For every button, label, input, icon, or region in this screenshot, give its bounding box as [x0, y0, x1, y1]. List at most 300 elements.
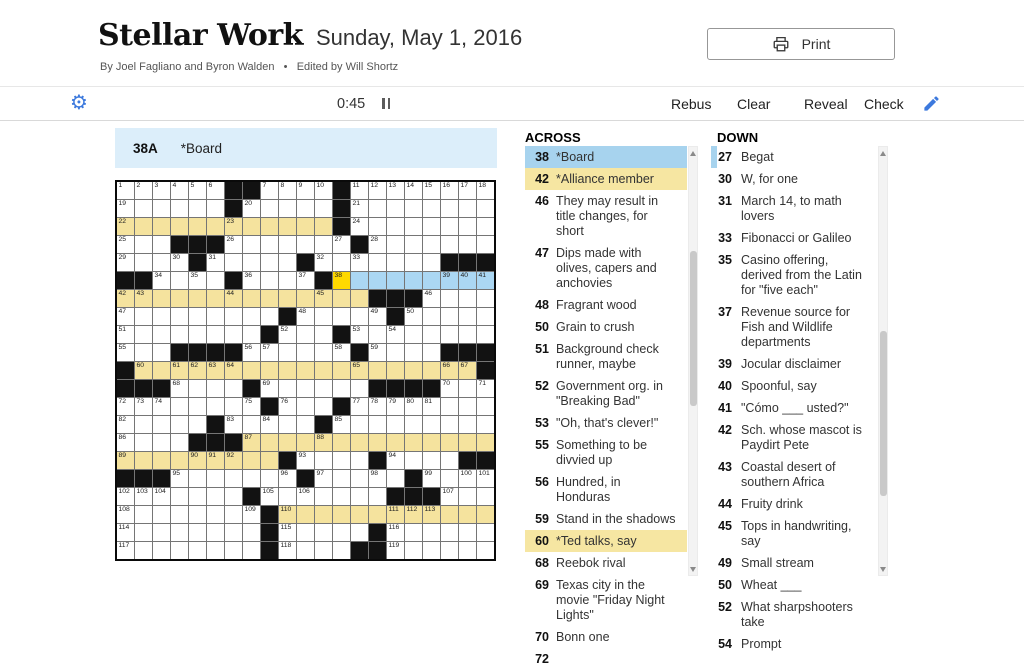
across-scrollbar[interactable] [688, 146, 698, 576]
grid-cell[interactable] [171, 308, 188, 325]
grid-cell[interactable] [243, 416, 260, 433]
check-button[interactable]: Check [864, 96, 904, 112]
grid-cell[interactable] [243, 344, 260, 361]
grid-cell[interactable] [153, 416, 170, 433]
grid-cell[interactable] [171, 416, 188, 433]
grid-cell[interactable] [333, 380, 350, 397]
grid-cell[interactable] [387, 542, 404, 559]
grid-cell[interactable] [117, 524, 134, 541]
grid-cell[interactable] [243, 362, 260, 379]
grid-cell[interactable] [315, 452, 332, 469]
grid-cell[interactable] [297, 524, 314, 541]
rebus-button[interactable]: Rebus [671, 96, 712, 112]
grid-cell[interactable] [387, 326, 404, 343]
grid-cell[interactable] [153, 344, 170, 361]
grid-cell[interactable] [243, 254, 260, 271]
across-clue-item-55[interactable] [525, 434, 687, 471]
grid-cell[interactable] [387, 398, 404, 415]
grid-cell[interactable] [207, 452, 224, 469]
grid-cell[interactable] [459, 542, 476, 559]
grid-cell[interactable] [261, 236, 278, 253]
grid-cell[interactable] [225, 236, 242, 253]
grid-cell[interactable] [297, 434, 314, 451]
grid-cell[interactable] [153, 308, 170, 325]
grid-cell[interactable] [189, 290, 206, 307]
pause-icon[interactable] [382, 98, 390, 109]
grid-cell[interactable] [333, 362, 350, 379]
grid-cell[interactable] [477, 488, 494, 505]
down-clue-item-49[interactable] [711, 552, 877, 574]
grid-cell[interactable] [297, 236, 314, 253]
grid-cell[interactable] [333, 452, 350, 469]
grid-cell[interactable] [117, 200, 134, 217]
grid-cell[interactable] [315, 218, 332, 235]
grid-cell[interactable] [261, 470, 278, 487]
grid-cell[interactable] [153, 362, 170, 379]
grid-cell[interactable] [369, 470, 386, 487]
grid-cell[interactable] [171, 272, 188, 289]
grid-cell[interactable] [441, 524, 458, 541]
grid-cell[interactable] [171, 398, 188, 415]
grid-cell[interactable] [243, 542, 260, 559]
grid-cell[interactable] [279, 218, 296, 235]
grid-cell[interactable] [405, 344, 422, 361]
down-clue-item-27[interactable] [711, 146, 877, 168]
grid-cell[interactable] [135, 308, 152, 325]
grid-cell[interactable] [405, 200, 422, 217]
across-clue-item-46[interactable] [525, 190, 687, 242]
grid-cell[interactable] [117, 488, 134, 505]
grid-cell[interactable] [315, 488, 332, 505]
grid-cell[interactable] [351, 182, 368, 199]
grid-cell[interactable] [225, 542, 242, 559]
grid-cell[interactable] [189, 452, 206, 469]
across-clue-list[interactable] [525, 146, 687, 666]
grid-cell[interactable] [171, 326, 188, 343]
grid-cell[interactable] [315, 470, 332, 487]
grid-cell[interactable] [351, 506, 368, 523]
grid-cell[interactable] [423, 290, 440, 307]
grid-cell[interactable] [225, 398, 242, 415]
down-clue-item-52[interactable] [711, 596, 877, 633]
grid-cell[interactable] [459, 200, 476, 217]
grid-cell[interactable] [405, 308, 422, 325]
pencil-icon[interactable] [922, 94, 941, 118]
grid-cell[interactable] [297, 308, 314, 325]
grid-cell[interactable] [387, 182, 404, 199]
grid-cell[interactable] [207, 272, 224, 289]
grid-cell[interactable] [351, 380, 368, 397]
grid-cell[interactable] [387, 506, 404, 523]
grid-cell[interactable] [441, 182, 458, 199]
grid-cell[interactable] [297, 218, 314, 235]
grid-cell[interactable] [297, 452, 314, 469]
grid-cell[interactable] [459, 380, 476, 397]
grid-cell[interactable] [135, 362, 152, 379]
grid-cell[interactable] [135, 398, 152, 415]
grid-cell[interactable] [387, 218, 404, 235]
grid-cell[interactable] [405, 272, 422, 289]
grid-cell[interactable] [423, 344, 440, 361]
grid-cell[interactable] [279, 272, 296, 289]
grid-cell[interactable] [477, 470, 494, 487]
grid-cell[interactable] [405, 362, 422, 379]
grid-cell[interactable] [189, 182, 206, 199]
grid-cell[interactable] [351, 524, 368, 541]
grid-cell[interactable] [171, 380, 188, 397]
grid-cell[interactable] [117, 254, 134, 271]
grid-cell[interactable] [441, 200, 458, 217]
grid-cell[interactable] [117, 308, 134, 325]
grid-cell[interactable] [189, 200, 206, 217]
grid-cell[interactable] [243, 290, 260, 307]
grid-cell[interactable] [189, 398, 206, 415]
grid-cell[interactable] [459, 416, 476, 433]
grid-cell[interactable] [441, 506, 458, 523]
grid-cell[interactable] [441, 452, 458, 469]
grid-cell[interactable] [477, 218, 494, 235]
grid-cell[interactable] [369, 362, 386, 379]
grid-cell[interactable] [477, 380, 494, 397]
grid-cell[interactable] [225, 488, 242, 505]
grid-cell[interactable] [333, 308, 350, 325]
down-clue-item-45[interactable] [711, 515, 877, 552]
grid-cell[interactable] [207, 488, 224, 505]
grid-cell[interactable] [261, 488, 278, 505]
grid-cell[interactable] [441, 488, 458, 505]
grid-cell[interactable] [153, 290, 170, 307]
grid-cell[interactable] [261, 290, 278, 307]
grid-cell[interactable] [405, 218, 422, 235]
down-scrollbar-thumb[interactable] [880, 331, 887, 496]
grid-cell[interactable] [369, 272, 386, 289]
grid-cell[interactable] [279, 380, 296, 397]
grid-cell[interactable] [171, 488, 188, 505]
grid-cell[interactable] [135, 506, 152, 523]
grid-cell[interactable] [189, 218, 206, 235]
grid-cell[interactable] [369, 434, 386, 451]
across-clue-item-69[interactable] [525, 574, 687, 626]
grid-cell[interactable] [189, 272, 206, 289]
grid-cell[interactable] [423, 470, 440, 487]
grid-cell[interactable] [369, 308, 386, 325]
grid-cell[interactable] [171, 506, 188, 523]
across-clue-item-70[interactable] [525, 626, 687, 648]
grid-cell[interactable] [405, 182, 422, 199]
grid-cell[interactable] [153, 488, 170, 505]
grid-cell[interactable] [135, 290, 152, 307]
grid-cell[interactable] [261, 218, 278, 235]
grid-cell[interactable] [207, 290, 224, 307]
grid-cell[interactable] [207, 200, 224, 217]
grid-cell[interactable] [225, 506, 242, 523]
grid-cell[interactable] [279, 416, 296, 433]
down-clue-item-35[interactable] [711, 249, 877, 301]
grid-cell[interactable] [135, 344, 152, 361]
grid-cell[interactable] [243, 398, 260, 415]
grid-cell[interactable] [351, 398, 368, 415]
grid-cell[interactable] [171, 452, 188, 469]
grid-cell[interactable] [261, 362, 278, 379]
across-clue-item-52[interactable] [525, 375, 687, 412]
across-clue-item-50[interactable] [525, 316, 687, 338]
grid-cell[interactable] [207, 542, 224, 559]
grid-cell[interactable] [279, 362, 296, 379]
grid-cell[interactable] [351, 200, 368, 217]
grid-cell[interactable] [387, 200, 404, 217]
grid-cell[interactable] [279, 344, 296, 361]
grid-cell[interactable] [297, 362, 314, 379]
grid-cell[interactable] [315, 326, 332, 343]
grid-cell[interactable] [243, 218, 260, 235]
grid-cell[interactable] [387, 452, 404, 469]
grid-cell[interactable] [153, 506, 170, 523]
grid-cell[interactable] [441, 362, 458, 379]
grid-cell[interactable] [279, 470, 296, 487]
grid-cell[interactable] [279, 326, 296, 343]
grid-cell[interactable] [261, 452, 278, 469]
grid-cell[interactable] [243, 434, 260, 451]
grid-cell[interactable] [189, 416, 206, 433]
grid-cell[interactable] [225, 290, 242, 307]
grid-cell[interactable] [189, 506, 206, 523]
grid-cell[interactable] [279, 488, 296, 505]
grid-cell[interactable] [441, 380, 458, 397]
across-clue-item-68[interactable] [525, 552, 687, 574]
grid-cell[interactable] [459, 488, 476, 505]
grid-cell[interactable] [405, 326, 422, 343]
grid-cell[interactable] [333, 434, 350, 451]
grid-cell[interactable] [459, 398, 476, 415]
grid-cell[interactable] [351, 254, 368, 271]
grid-cell[interactable] [225, 470, 242, 487]
grid-cell[interactable] [369, 236, 386, 253]
down-clue-item-37[interactable] [711, 301, 877, 353]
grid-cell[interactable] [279, 542, 296, 559]
grid-cell[interactable] [279, 506, 296, 523]
grid-cell[interactable] [387, 470, 404, 487]
grid-cell[interactable] [117, 218, 134, 235]
grid-cell[interactable] [423, 218, 440, 235]
grid-cell[interactable] [441, 326, 458, 343]
down-clue-item-54[interactable] [711, 633, 877, 655]
grid-cell[interactable] [387, 344, 404, 361]
down-clue-item-43[interactable] [711, 456, 877, 493]
grid-cell[interactable] [279, 524, 296, 541]
grid-cell[interactable] [477, 506, 494, 523]
grid-cell[interactable] [351, 416, 368, 433]
grid-cell[interactable] [135, 218, 152, 235]
grid-cell[interactable] [333, 506, 350, 523]
grid-cell[interactable] [333, 542, 350, 559]
grid-cell[interactable] [153, 452, 170, 469]
grid-cell[interactable] [135, 524, 152, 541]
grid-cell[interactable] [135, 254, 152, 271]
grid-cell[interactable] [441, 272, 458, 289]
grid-cell[interactable] [477, 542, 494, 559]
grid-cell[interactable] [207, 308, 224, 325]
grid-cell[interactable] [279, 200, 296, 217]
grid-cell[interactable] [441, 434, 458, 451]
grid-cell[interactable] [297, 488, 314, 505]
grid-cell[interactable] [423, 272, 440, 289]
grid-cell[interactable] [351, 470, 368, 487]
grid-cell[interactable] [243, 200, 260, 217]
grid-cell[interactable] [243, 308, 260, 325]
grid-cell[interactable] [423, 542, 440, 559]
grid-cell[interactable] [117, 290, 134, 307]
grid-cell[interactable] [333, 416, 350, 433]
grid-cell[interactable] [297, 398, 314, 415]
grid-cell[interactable] [477, 326, 494, 343]
grid-cell[interactable] [333, 272, 350, 289]
grid-cell[interactable] [351, 362, 368, 379]
grid-cell[interactable] [477, 308, 494, 325]
grid-cell[interactable] [297, 326, 314, 343]
grid-cell[interactable] [405, 434, 422, 451]
grid-cell[interactable] [297, 506, 314, 523]
grid-cell[interactable] [189, 326, 206, 343]
grid-cell[interactable] [261, 434, 278, 451]
grid-cell[interactable] [207, 524, 224, 541]
grid-cell[interactable] [225, 254, 242, 271]
across-clue-item-42[interactable] [525, 168, 687, 190]
grid-cell[interactable] [261, 272, 278, 289]
grid-cell[interactable] [477, 524, 494, 541]
grid-cell[interactable] [405, 506, 422, 523]
grid-cell[interactable] [189, 524, 206, 541]
grid-cell[interactable] [225, 362, 242, 379]
grid-cell[interactable] [459, 362, 476, 379]
grid-cell[interactable] [171, 254, 188, 271]
grid-cell[interactable] [189, 308, 206, 325]
grid-cell[interactable] [387, 362, 404, 379]
grid-cell[interactable] [387, 236, 404, 253]
grid-cell[interactable] [315, 254, 332, 271]
grid-cell[interactable] [117, 452, 134, 469]
across-clue-item-51[interactable] [525, 338, 687, 375]
grid-cell[interactable] [333, 488, 350, 505]
grid-cell[interactable] [459, 506, 476, 523]
grid-cell[interactable] [171, 524, 188, 541]
grid-cell[interactable] [351, 308, 368, 325]
grid-cell[interactable] [351, 488, 368, 505]
grid-cell[interactable] [369, 344, 386, 361]
grid-cell[interactable] [135, 434, 152, 451]
scroll-down-arrow-icon[interactable] [689, 563, 697, 575]
grid-cell[interactable] [225, 416, 242, 433]
grid-cell[interactable] [171, 542, 188, 559]
grid-cell[interactable] [171, 470, 188, 487]
grid-cell[interactable] [171, 200, 188, 217]
down-clue-list[interactable] [711, 146, 877, 651]
grid-cell[interactable] [189, 470, 206, 487]
grid-cell[interactable] [243, 470, 260, 487]
down-clue-item-30[interactable] [711, 168, 877, 190]
grid-cell[interactable] [315, 182, 332, 199]
grid-cell[interactable] [243, 452, 260, 469]
grid-cell[interactable] [117, 398, 134, 415]
grid-cell[interactable] [459, 326, 476, 343]
down-clue-item-41[interactable] [711, 397, 877, 419]
down-scrollbar[interactable] [878, 146, 888, 576]
grid-cell[interactable] [369, 416, 386, 433]
down-clue-item-31[interactable] [711, 190, 877, 227]
grid-cell[interactable] [279, 254, 296, 271]
grid-cell[interactable] [171, 182, 188, 199]
down-clue-item-50[interactable] [711, 574, 877, 596]
grid-cell[interactable] [387, 524, 404, 541]
grid-cell[interactable] [423, 362, 440, 379]
grid-cell[interactable] [135, 416, 152, 433]
grid-cell[interactable] [369, 182, 386, 199]
grid-cell[interactable] [243, 272, 260, 289]
grid-cell[interactable] [135, 488, 152, 505]
grid-cell[interactable] [261, 308, 278, 325]
across-scrollbar-thumb[interactable] [690, 251, 697, 406]
grid-cell[interactable] [135, 542, 152, 559]
grid-cell[interactable] [315, 362, 332, 379]
grid-cell[interactable] [297, 344, 314, 361]
grid-cell[interactable] [315, 344, 332, 361]
grid-cell[interactable] [153, 326, 170, 343]
grid-cell[interactable] [261, 416, 278, 433]
grid-cell[interactable] [225, 524, 242, 541]
grid-cell[interactable] [333, 470, 350, 487]
grid-cell[interactable] [207, 326, 224, 343]
grid-cell[interactable] [405, 542, 422, 559]
grid-cell[interactable] [207, 218, 224, 235]
grid-cell[interactable] [369, 200, 386, 217]
grid-cell[interactable] [297, 182, 314, 199]
grid-cell[interactable] [477, 416, 494, 433]
crossword-grid[interactable] [115, 180, 496, 561]
grid-cell[interactable] [423, 326, 440, 343]
grid-cell[interactable] [441, 308, 458, 325]
grid-cell[interactable] [459, 470, 476, 487]
grid-cell[interactable] [261, 380, 278, 397]
grid-cell[interactable] [315, 290, 332, 307]
grid-cell[interactable] [441, 218, 458, 235]
grid-cell[interactable] [423, 236, 440, 253]
current-clue-bar[interactable] [115, 128, 497, 168]
grid-cell[interactable] [225, 308, 242, 325]
grid-cell[interactable] [351, 218, 368, 235]
grid-cell[interactable] [207, 398, 224, 415]
grid-cell[interactable] [153, 398, 170, 415]
grid-cell[interactable] [117, 236, 134, 253]
grid-cell[interactable] [315, 524, 332, 541]
grid-cell[interactable] [225, 380, 242, 397]
grid-cell[interactable] [189, 488, 206, 505]
grid-cell[interactable] [423, 182, 440, 199]
reveal-button[interactable]: Reveal [804, 96, 848, 112]
grid-cell[interactable] [423, 434, 440, 451]
grid-cell[interactable] [297, 542, 314, 559]
grid-cell[interactable] [369, 398, 386, 415]
grid-cell[interactable] [153, 434, 170, 451]
grid-cell[interactable] [405, 416, 422, 433]
grid-cell[interactable] [315, 542, 332, 559]
grid-cell[interactable] [243, 506, 260, 523]
down-clue-item-33[interactable] [711, 227, 877, 249]
grid-cell[interactable] [441, 470, 458, 487]
scroll-up-arrow-icon[interactable] [879, 147, 887, 159]
grid-cell[interactable] [315, 506, 332, 523]
grid-cell[interactable] [135, 200, 152, 217]
grid-cell[interactable] [171, 434, 188, 451]
grid-cell[interactable] [153, 218, 170, 235]
